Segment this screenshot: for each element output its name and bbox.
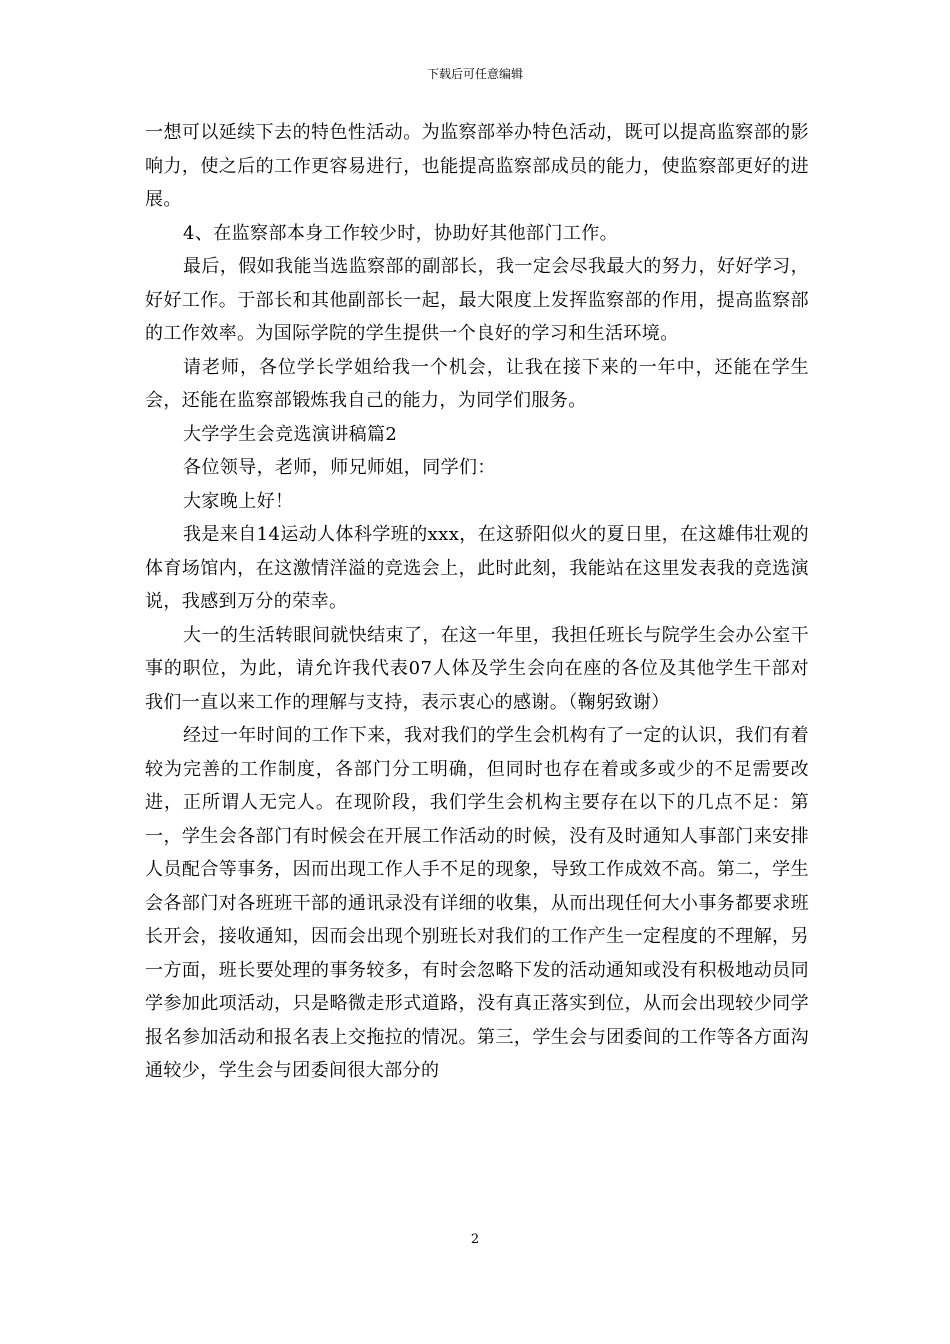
paragraph: 4、在监察部本身工作较少时，协助好其他部门工作。	[183, 222, 619, 244]
paragraph: 大一的生活转眼间就快结束了，在这一年里，我担任班长与院学生会办公室干事的职位，为此，请允许我代表07人体及学生会向在座的各位及其他学生干部对我们一直以来工作的理解与支持，表示衷心的感谢。（鞠躬致谢）	[145, 624, 809, 713]
paragraph: 经过一年时间的工作下来，我对我们的学生会机构有了一定的认识，我们有着较为完善的工作制度，各部门分工明确，但同时也存在着或多或少的不足需要改进，正所谓人无完人。在现阶段，我们学生会机构主要存在以下的几点不足：第一，学生会各部门有时候会在开展工作活动的时候，没有及时通知人事部门来安排人员配合等事务，因而出现工作人手不足的现象，导致工作成效不高。第二，学生会各部门对各班班干部的通讯录没有详细的收集，从而出现任何大小事务都要求班长开会，接收通知，因而会出现个别班长对我们的工作产生一定程度的不理解，另一方面，班长要处理的事务较多，有时会忽略下发的活动通知或没有积极地动员同学参加此项活动，只是略微走形式道路，没有真正落实到位，从而会出现较少同学报名参加活动和报名表上交拖拉的情况。第三，学生会与团委间的工作等各方面沟通较少，学生会与团委间很大部分的	[145, 725, 809, 1081]
paragraph: 最后，假如我能当选监察部的副部长，我一定会尽我最大的努力，好好学习，好好工作。于部长和其他副部长一起，最大限度上发挥监察部的作用，提高监察部的工作效率。为国际学院的学生提供一个良好的学习和生活环境。	[145, 256, 809, 344]
paragraph: 我是来自14运动人体科学班的xxx，在这骄阳似火的夏日里，在这雄伟壮观的体育场馆内，在这激情洋溢的竞选会上，此时此刻，我能站在这里发表我的竞选演说，我感到万分的荣幸。	[145, 524, 809, 612]
salutation: 各位领导，老师，师兄师姐，同学们：	[183, 457, 496, 478]
paragraph: 请老师，各位学长学姐给我一个机会，让我在接下来的一年中，还能在学生会，还能在监察部锻炼我自己的能力，为同学们服务。	[145, 356, 809, 411]
page-header: 下载后可任意编辑	[426, 67, 523, 81]
document-body	[145, 116, 809, 1088]
section-title: 大学学生会竞选演讲稿篇2	[183, 423, 398, 445]
page-number: 2	[470, 1232, 480, 1247]
paragraph: 一想可以延续下去的特色性活动。为监察部举办特色活动，既可以提高监察部的影响力，使之后的工作更容易进行，也能提高监察部成员的能力，使监察部更好的进展。	[145, 122, 809, 210]
greeting: 大家晚上好！	[183, 490, 294, 512]
